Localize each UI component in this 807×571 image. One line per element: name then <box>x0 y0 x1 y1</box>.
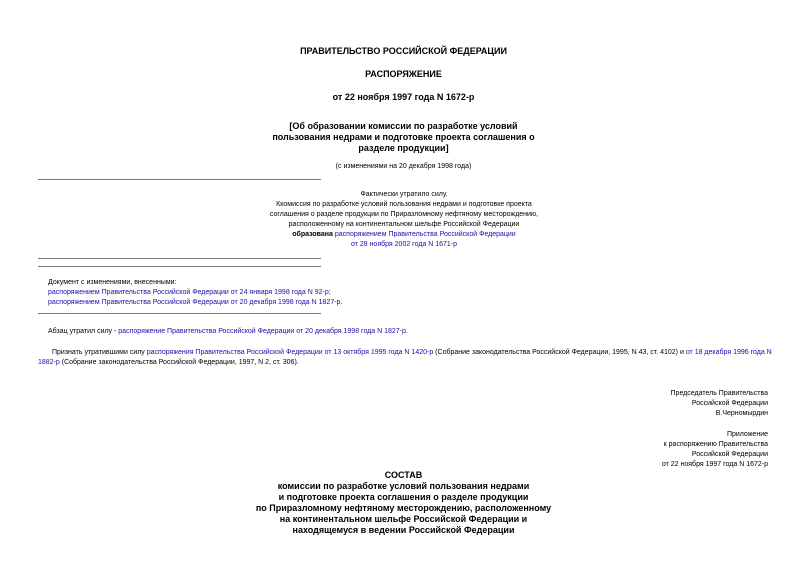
change-link[interactable]: распоряжением Правительства Российской Федерации от 24 января 1998 года N 92-р; <box>48 289 331 296</box>
composition-title: СОСТАВ <box>384 470 423 480</box>
composition-line: на континентальном шельфе Российской Федерации и <box>279 514 528 524</box>
divider <box>38 313 321 314</box>
paragraph-repealed <box>48 327 768 337</box>
appendix-reference <box>560 430 768 470</box>
lost-force-notice <box>230 190 578 250</box>
change-link[interactable]: распоряжением Правительства Российской Федерации от 20 декабря 1998 года N 1827-р. <box>48 299 343 306</box>
paragraph-text: Абзац утратил силу - <box>48 328 119 335</box>
invalidated-link[interactable]: от 18 декабря 1996 года N 1882-р <box>38 349 772 366</box>
signature-line: В.Черномырдин <box>715 410 768 417</box>
repeal-link[interactable]: распоряжение Правительства Российской Федерации от 20 декабря 1998 года N 1827-р <box>118 328 406 335</box>
appendix-line: к распоряжению Правительства <box>663 441 768 448</box>
document-date-number: от 22 ноября 1997 года N 1672-р <box>332 92 475 102</box>
signature-line: Российской Федерации <box>691 400 768 407</box>
paragraph-invalidate <box>38 348 774 368</box>
divider <box>38 258 321 259</box>
notice-line: Фактически утратило силу. <box>360 191 448 198</box>
changes-intro: Документ с изменениями, внесенными: <box>48 279 177 286</box>
government-name: ПРАВИТЕЛЬСТВО РОССИЙСКОЙ ФЕДЕРАЦИИ <box>300 46 507 56</box>
composition-line: по Приразломному нефтяному месторождению, расположенному <box>255 503 552 513</box>
divider <box>38 266 321 267</box>
amendment-note: (с изменениями на 20 декабря 1998 года) <box>335 163 472 170</box>
changes-list <box>48 278 448 308</box>
title-line: разделе продукции] <box>358 143 449 153</box>
composition-line: и подготовке проекта соглашения о разделе продукции <box>278 492 529 502</box>
divider <box>38 179 321 180</box>
paragraph-text: . <box>405 328 408 335</box>
notice-line: Ккомиссия по разработке условий пользования недрами и подготовке проекта <box>276 201 532 208</box>
document-type: РАСПОРЯЖЕНИЕ <box>365 69 442 79</box>
paragraph-text: Признать утратившими силу <box>52 349 147 356</box>
formed-link[interactable]: распоряжением Правительства Российской Федерации <box>334 231 516 238</box>
appendix-line: Российской Федерации <box>691 451 768 458</box>
composition-heading <box>0 470 807 536</box>
composition-line: комиссии по разработке условий пользования недрами <box>277 481 530 491</box>
formed-word: образована <box>292 231 333 238</box>
composition-line: находящемуся в ведении Российской Федерации <box>292 525 515 535</box>
appendix-line: Приложение <box>726 431 768 438</box>
paragraph-text: (Собрание законодательства Российской Федерации, 1995, N 43, ст. 4102) и <box>433 349 686 356</box>
signature-block <box>560 389 768 419</box>
title-line: [Об образовании комиссии по разработке условий <box>289 121 518 131</box>
notice-line: соглашения о разделе продукции по Приразломному нефтяному месторождению, <box>269 211 539 218</box>
signature-line: Председатель Правительства <box>670 390 768 397</box>
paragraph-text: (Собрание законодательства Российской Федерации, 1997, N 2, ст. 306). <box>59 359 299 366</box>
formed-link-date[interactable]: от 28 ноября 2002 года N 1671-р <box>350 241 458 248</box>
title-line: пользования недрами и подготовке проекта соглашения о <box>272 132 535 142</box>
invalidated-link[interactable]: распоряжения Правительства Российской Федерации от 13 октября 1995 года N 1420-р <box>146 349 434 356</box>
document-title <box>0 121 807 154</box>
appendix-line: от 22 ноября 1997 года N 1672-р <box>661 461 768 468</box>
notice-line: расположенному на континентальном шельфе Российской Федерации <box>288 221 520 228</box>
notice-line <box>230 230 578 240</box>
